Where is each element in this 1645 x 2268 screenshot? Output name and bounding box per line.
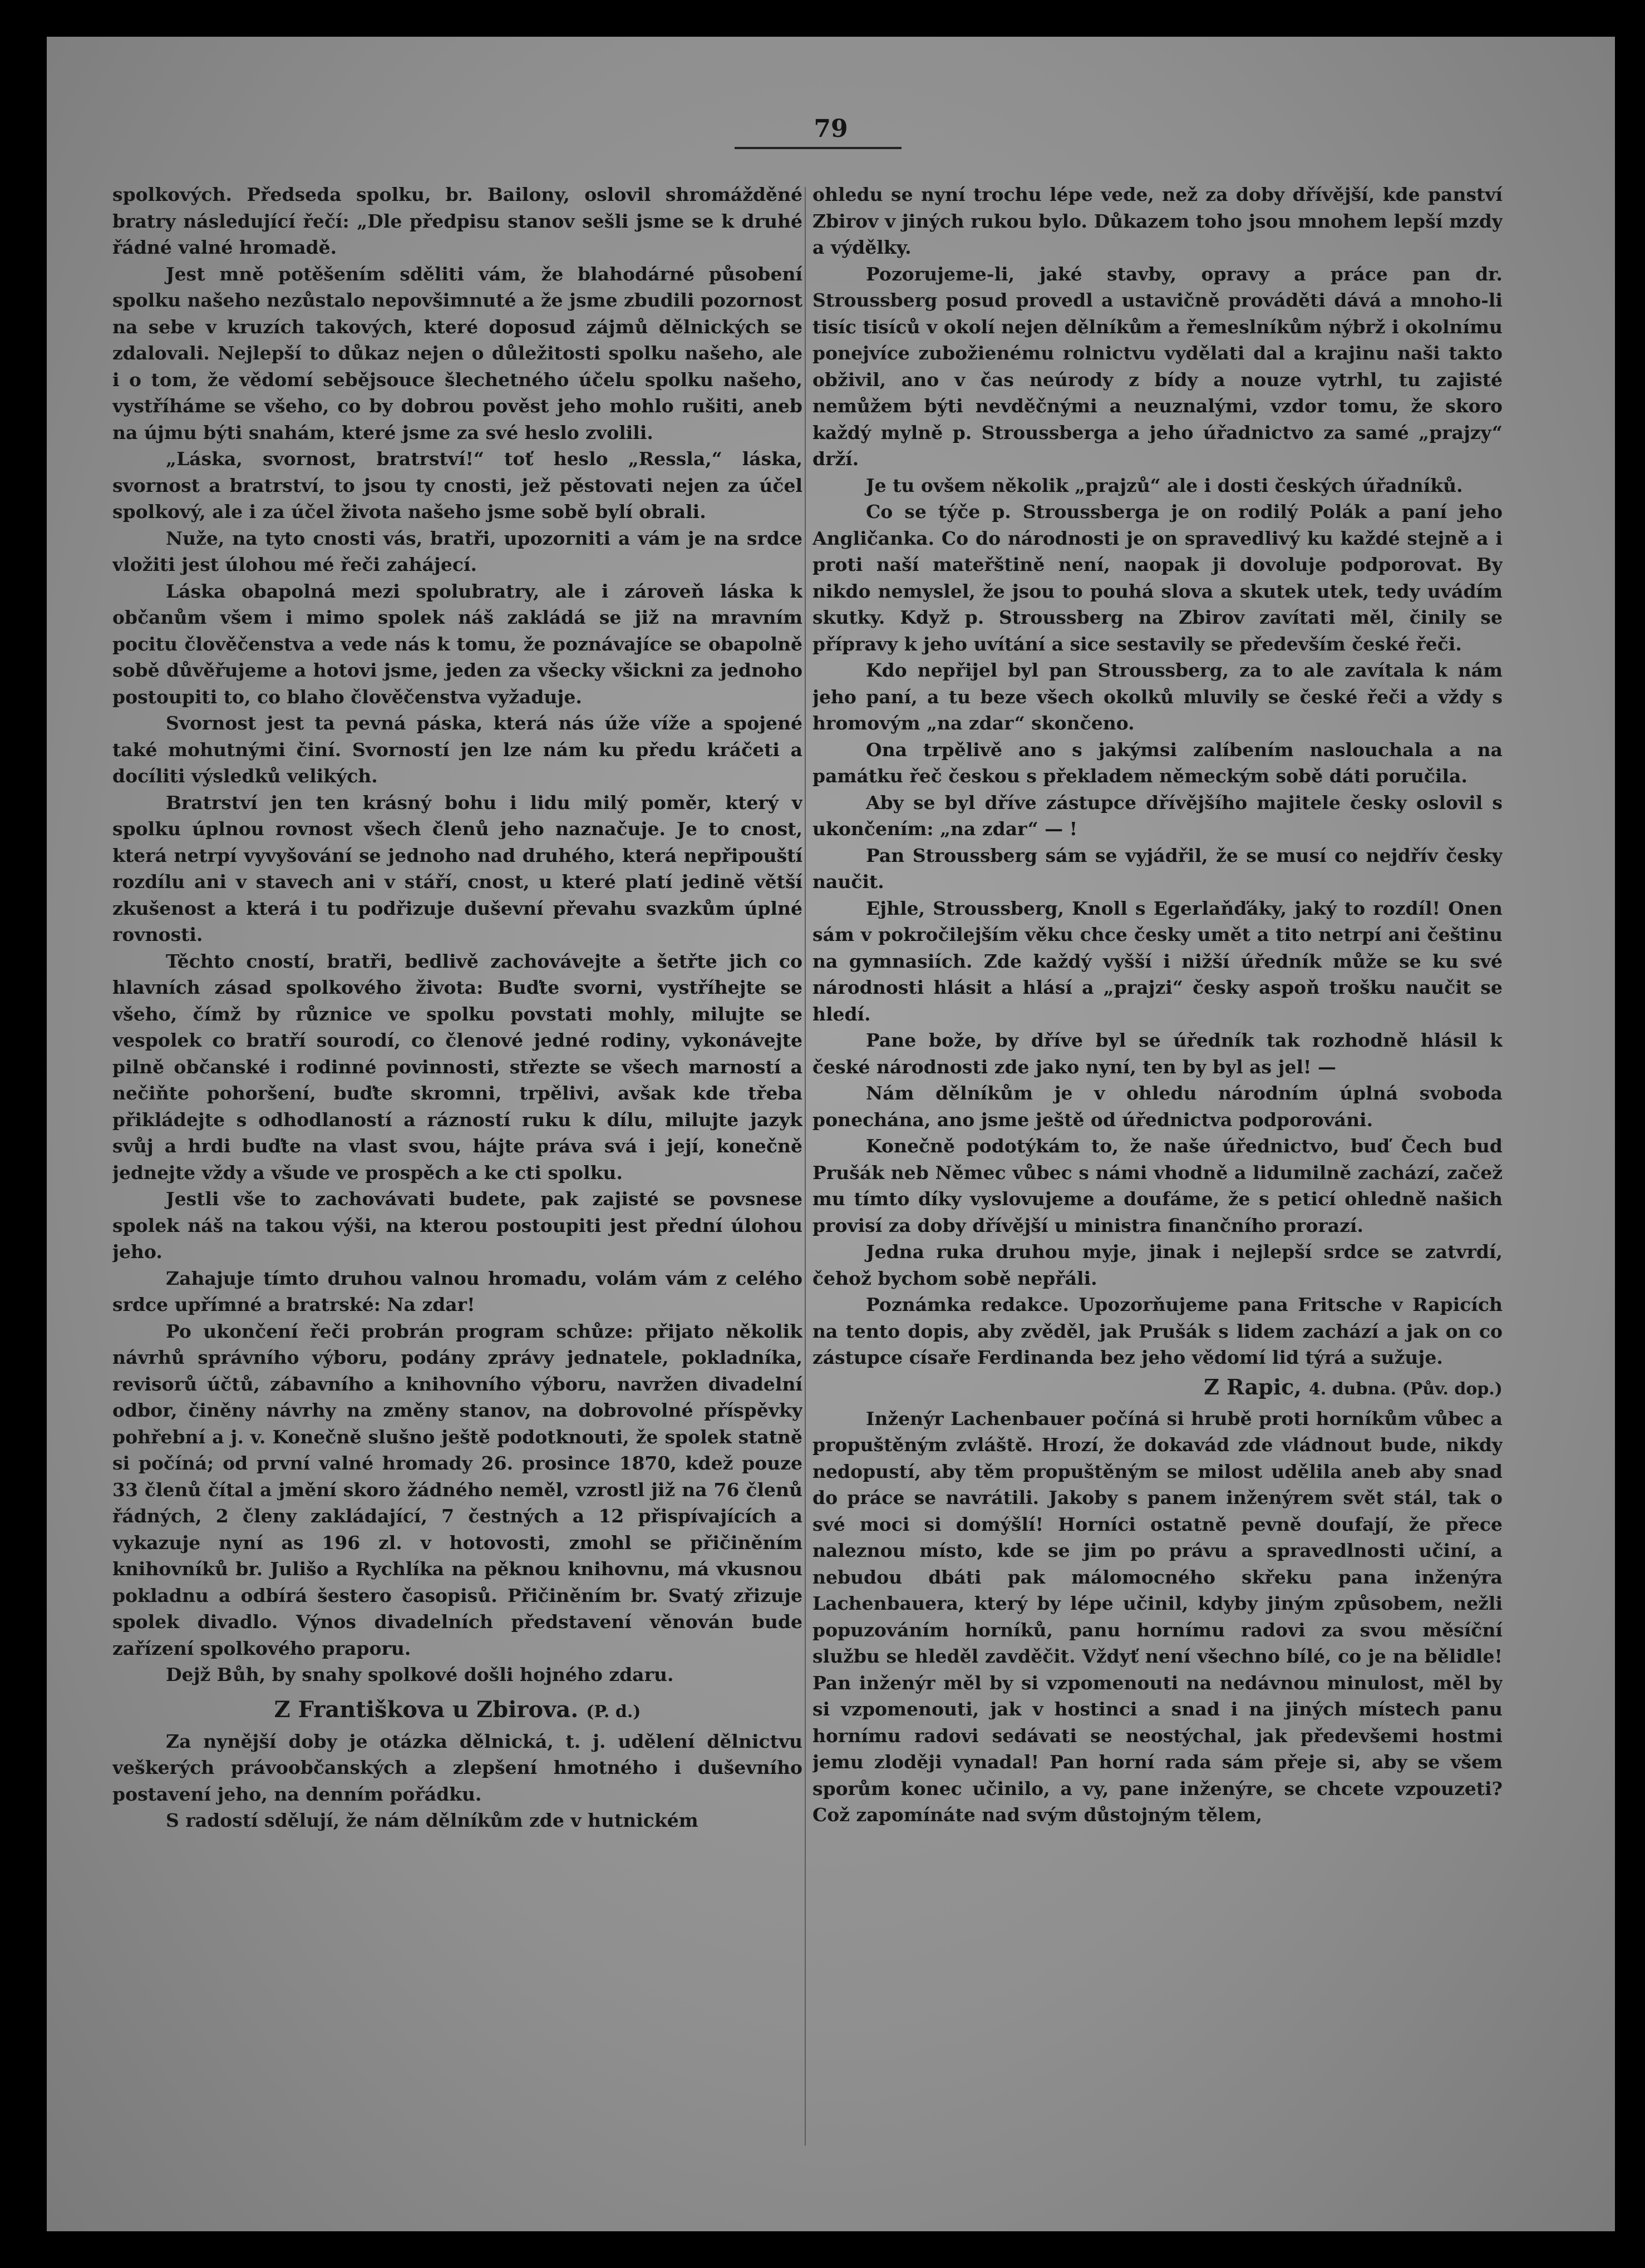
newspaper-page	[47, 37, 1615, 2231]
right-column	[812, 181, 1503, 2162]
paragraph: Ona trpělivě ano s jakýmsi zalíbením naslouchala a na památku řeč českou s překladem německým sobě dáti poručila.	[812, 738, 1503, 787]
paragraph: Dejž Bůh, by snahy spolkové došli hojného zdaru.	[166, 1664, 674, 1685]
article-heading	[812, 1373, 1503, 1403]
paragraph: Inženýr Lachenbauer počíná si hrubě proti horníkům vůbec a propuštěným zvláště. Hrozí, že dokavád zde vládnout bude, nikdy nedopustí, aby těm propuštěným se milost udělila aneb aby snad do práce se navrátili. Jakoby s panem inženýrem svět stál, tak o své moci si domýšlí! Horníci ostatně pevně doufají, že přece naleznou místo, kde se jim po právu a spravedlnosti učiní, a nebudou dbáti pak málomocného skřeku pana inženýra Lachenbauera, který by lépe učinil, kdyby jiným způsobem, nežli popuzováním horníků, panu hornímu radovi za svou měsíční službu se hleděl zavděčit. Vždyť není všechno bílé, co je na bělidle! Pan inženýr měl by si vzpomenouti na nedávnou minulost, měl by si vzpomenouti, jak v hostinci a snad i na jiných místech panu hornímu radovi sedávati se neostýchal, jak předevšemi hostmi jemu zloději vynadal! Pan horní rada sám přeje si, aby se všem sporům konec učinilo, a vy, pane inženýre, se chcete vzpouzeti? Což zapomínáte nad svým důstojným tělem,	[812, 1407, 1503, 1826]
column-divider	[805, 187, 806, 2146]
left-column	[112, 181, 802, 2162]
article-heading-meta: (P. d.)	[586, 1702, 641, 1722]
paragraph: Jedna ruka druhou myje, jinak i nejlepší srdce se zatvrdí, čehož bychom sobě nepřáli.	[812, 1241, 1503, 1289]
article-heading	[112, 1696, 802, 1726]
paragraph: Nuže, na tyto cnosti vás, bratři, upozorniti a vám je na srdce vložiti jest úlohou mé řeči zahájecí.	[112, 527, 802, 575]
article-heading-title: Z Františkova u Zbirova.	[274, 1696, 579, 1723]
paragraph: Láska obapolná mezi spolubratry, ale i zároveň láska k občanům všem i mimo spolek náš zakládá se již na mravním pocitu člověčenstva a vede nás k tomu, že poznávajíce se obapolně sobě důvěřujeme a hotovi jsme, jeden za všecky všickni za jednoho postoupiti to, co blaho člověčenstva vyžaduje.	[112, 580, 802, 708]
paragraph: Jest mně potěšením sděliti vám, že blahodárné působení spolku našeho nezůstalo nepovšimnuté a že jsme zbudili pozornost na sebe v kruzích takových, které doposud zájmů dělnických se zdalovali. Nejlepší to důkaz nejen o důležitosti spolku našeho, ale i o tom, že vědomí sebějsouce šlechetného účelu spolku našeho, vystříháme se všeho, co by dobrou pověst jeho mohlo rušiti, aneb na újmu býti snahám, které jsme za své heslo zvolili.	[112, 263, 802, 443]
paragraph: Kdo nepřijel byl pan Stroussberg, za to ale zavítala k nám jeho paní, a tu beze všech okolků mluvily se české řeči a vždy s hromovým „na zdar“ skončeno.	[812, 659, 1503, 734]
paragraph: Aby se byl dříve zástupce dřívějšího majitele česky oslovil s ukončením: „na zdar“ — !	[812, 791, 1503, 840]
article-heading-title: Z Rapic,	[1204, 1374, 1302, 1399]
paragraph: Ejhle, Stroussberg, Knoll s Egerlaňďáky, jaký to rozdíl! Onen sám v pokročilejším věku chce česky umět a tito netrpí ani češtinu na gymnasiích. Zde každý vyšší i nižší úředník může se ku své národnosti hlásit a hlásí a „prajzi“ česky aspoň trošku naučit se hledí.	[812, 897, 1503, 1025]
paragraph: Je tu ovšem několik „prajzů“ ale i dosti českých úřadníků.	[866, 474, 1463, 496]
paragraph: Těchto cností, bratři, bedlivě zachovávejte a šetřte jich co hlavních zásad spolkového života: Buďte svorni, vystříhejte se všeho, čímž by různice ve spolku povstati mohly, milujte se vespolek co bratří sourodí, co členové jedné rodiny, vykonávejte pilně občanské i rodinné povinnosti, střezte se všech marností a nečiňte pohoršení, buďte skromni, trpělivi, avšak kde třeba přikládejte s odhodlaností a rázností ruku k dílu, milujte jazyk svůj a hrdi buďte na vlast svou, hájte práva svá i její, konečně jednejte vždy a všude ve prospěch a ke cti spolku.	[112, 950, 802, 1184]
paragraph: Pozorujeme-li, jaké stavby, opravy a práce pan dr. Stroussberg posud provedl a ustavičně prováděti dává a mnoho-li tisíc tisíců v okolí nejen dělníkům a řemeslníkům nýbrž i okolnímu ponejvíce zubožienému rolnictvu vydělati dal a krajinu naši takto obživil, ano v čas neúrody z bídy a nouze vytrhl, tu zajisté nemůžem býti nevděčnými a neuznalými, vzdor tomu, že skoro každý mylně p. Stroussberga a jeho úřadnictvo za samé „prajzy“ drží.	[812, 263, 1503, 470]
paragraph: spolkových. Předseda spolku, br. Bailony, oslovil shromážděné bratry následující řečí: „Dle předpisu stanov sešli jsme se k druhé řádné valné hromadě.	[112, 184, 802, 258]
page-number: 79	[814, 115, 848, 143]
paragraph: Pan Stroussberg sám se vyjádřil, že se musí co nejdřív česky naučit.	[812, 844, 1503, 893]
paragraph: Nám dělníkům je v ohledu národním úplná svoboda ponechána, ano jsme ještě od úřednictva podporováni.	[812, 1082, 1503, 1131]
paragraph: S radostí sdělují, že nám dělníkům zde v hutnickém	[166, 1810, 698, 1831]
paragraph: Za nynější doby je otázka dělnická, t. j. udělení dělnictvu veškerých právoobčanských a zlepšení hmotného i duševního postavení jeho, na denním pořádku.	[112, 1730, 802, 1805]
paragraph: Pane bože, by dříve byl se úředník tak rozhodně hlásil k české národnosti zde jako nyní, ten by byl as jel! —	[812, 1029, 1503, 1078]
paragraph: Zahajuje tímto druhou valnou hromadu, volám vám z celého srdce upřímné a bratrské: Na zdar!	[112, 1267, 802, 1315]
paragraph: Svornost jest ta pevná páska, která nás úže víže a spojené také mohutnými činí. Svorností jen lze nám ku předu kráčeti a docíliti výsledků velikých.	[112, 712, 802, 787]
article-heading-meta: 4. dubna. (Pův. dop.)	[1308, 1379, 1503, 1399]
paragraph: Konečně podotýkám to, že naše úřednictvo, buď Čech buď Prušák neb Němec vůbec s námi vhodně a lidumilně zachází, začež mu tímto díky vyslovujeme a doufáme, že s peticí ohledně našich provisí za doby dřívější u ministra finančního prorazí.	[812, 1135, 1503, 1236]
paragraph: Jestli vše to zachovávati budete, pak zajisté se povsnese spolek náš na takou výši, na kterou postoupiti jest přední úlohou jeho.	[112, 1188, 802, 1263]
paragraph: ohledu se nyní trochu lépe vede, než za doby dřívější, kde panství Zbirov v jiných rukou bylo. Důkazem toho jsou mnohem lepší mzdy a výdělky.	[812, 184, 1503, 258]
paragraph: Bratrství jen ten krásný bohu i lidu milý poměr, který v spolku úplnou rovnost všech členů jeho naznačuje. Je to cnost, která netrpí vyvyšování se jednoho nad druhého, která nepřipouští rozdílu ani v stavech ani v stáří, cnost, u které platí jedině větší zkušenost a která i tu podřizuje duševní převahu svazkům úplné rovnosti.	[112, 791, 802, 945]
paragraph: Co se týče p. Stroussberga je on rodilý Polák a paní jeho Angličanka. Co do národnosti je on spravedlivý ku každé stejně a i proti naší mateřštině není, naopak ji dovoluje podporovat. By nikdo nemyslel, že jsou to pouhá slova a skutek utek, tedy uvádím skutky. Když p. Stroussberg na Zbirov zavítati měl, činily se přípravy k jeho uvítání a sice sestavily se především české řeči.	[812, 501, 1503, 655]
paragraph: „Láska, svornost, bratrství!“ toť heslo „Ressla,“ láska, svornost a bratrství, to jsou ty cnosti, jež pěstovati nejen za účel spolkový, ale i za účel života našeho jsme sobě bylí obrali.	[112, 448, 802, 522]
page-number-rule	[735, 147, 902, 149]
paragraph: Po ukončení řeči probrán program schůze: přijato několik návrhů správního výboru, podány zprávy jednatele, pokladníka, revisorů účtů, zábavního a knihovního výboru, navržen divadelní odbor, činěny návrhy na změny stanov, na dobrovolné příspěvky pohřební a j. v. Konečně slušno ještě podotknouti, že spolek statně si počíná; od první valné hromady 26. prosince 1870, kdež pouze 33 členů čítal a jmění skoro žádného neměl, vzrostl již na 76 členů řádných, 2 členy zakládající, 7 čestných a 12 přispívajících a vykazuje nyní as 196 zl. v hotovosti, zmohl se přičiněním knihovníků br. Julišo a Rychlíka na pěknou knihovnu, má vkusnou pokladnu a odbírá šestero časopisů. Přičiněním br. Svatý zřizuje spolek divadlo. Výnos divadelních představení věnován bude zařízení spolkového praporu.	[112, 1320, 802, 1659]
paragraph: Poznámka redakce. Upozorňujeme pana Fritsche v Rapicích na tento dopis, aby zvěděl, jak Prušák s lidem zachází a jak on co zástupce císaře Ferdinanda bez jeho vědomí lid týrá a sužuje.	[812, 1294, 1503, 1368]
